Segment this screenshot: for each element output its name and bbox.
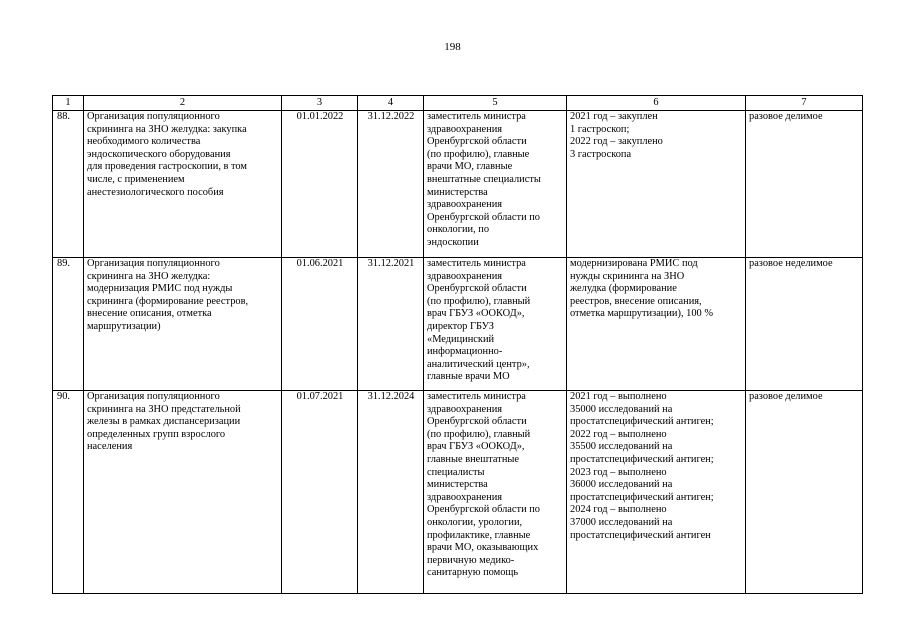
expected-result-line: 36000 исследований на xyxy=(570,479,673,491)
responsible-persons-line: здравоохранения xyxy=(427,123,503,135)
column-header: 4 xyxy=(358,96,424,111)
responsible-persons-line: министерства xyxy=(427,186,488,198)
responsible-persons-line: здравоохранения xyxy=(427,270,503,282)
responsible-persons-line: заместитель министра xyxy=(427,258,526,269)
column-header: 6 xyxy=(567,96,746,111)
expected-result xyxy=(567,111,746,258)
event-description-line: числе, с применением xyxy=(87,173,185,185)
row-number: 88. xyxy=(53,111,84,258)
responsible-persons-line: Оренбургской области по xyxy=(427,211,540,223)
end-date: 31.12.2022 xyxy=(358,111,424,258)
event-description-line: анестезиологического пособия xyxy=(87,186,224,198)
event-type: разовое неделимое xyxy=(746,258,863,391)
event-description xyxy=(84,391,282,594)
responsible-persons-line: (по профилю), главный xyxy=(427,428,531,440)
responsible-persons-line: врач ГБУЗ «ООКОД», xyxy=(427,441,525,453)
expected-result-line: 2022 год – выполнено xyxy=(570,428,667,440)
responsible-persons-line: врачи МО, оказывающих xyxy=(427,542,539,554)
event-description-line: железы в рамках диспансеризации xyxy=(87,416,241,428)
event-description-line: населения xyxy=(87,441,133,453)
responsible-persons-line: (по профилю), главные xyxy=(427,148,530,160)
event-description-line: Организация популяционного xyxy=(87,258,220,269)
responsible-persons-line: заместитель министра xyxy=(427,391,526,402)
responsible-persons-line: врач ГБУЗ «ООКОД», xyxy=(427,308,525,320)
event-description-line: внесение описания, отметка xyxy=(87,308,212,320)
event-description-line: для проведения гастроскопии, в том xyxy=(87,161,248,173)
table-row xyxy=(53,111,863,258)
responsible-persons-line: главные врачи МО xyxy=(427,371,510,383)
expected-result-line: отметка маршрутизации), 100 % xyxy=(570,308,713,320)
event-description-line: определенных групп взрослого xyxy=(87,428,226,440)
responsible-persons-line: директор ГБУЗ xyxy=(427,320,494,332)
expected-result-line: 1 гастроскоп; xyxy=(570,123,630,135)
event-description-line: скрининга (формирование реестров, xyxy=(87,295,249,307)
expected-result-line: 2021 год – закуплен xyxy=(570,111,658,122)
expected-result-line: 35000 исследований на xyxy=(570,403,673,415)
event-description-line: необходимого количества xyxy=(87,136,201,148)
event-description-line: скрининга на ЗНО желудка: закупка xyxy=(87,123,247,135)
column-header: 2 xyxy=(84,96,282,111)
expected-result-line: 2023 год – выполнено xyxy=(570,466,667,478)
event-description xyxy=(84,258,282,391)
expected-result-line: 3 гастроскопа xyxy=(570,148,632,160)
responsible-persons-line: информационно- xyxy=(427,346,503,358)
start-date: 01.01.2022 xyxy=(282,111,358,258)
responsible-persons-line: онкологии, урологии, xyxy=(427,516,523,528)
responsible-persons xyxy=(424,391,567,594)
responsible-persons-line: врачи МО, главные xyxy=(427,161,513,173)
responsible-persons-line: Оренбургской области xyxy=(427,136,527,148)
row-number: 90. xyxy=(53,391,84,594)
event-description-line: модернизация РМИС под нужды xyxy=(87,283,233,295)
responsible-persons-line: здравоохранения xyxy=(427,199,503,211)
expected-result-line: простатспецифический антиген; xyxy=(570,416,714,428)
event-description-line: маршрутизации) xyxy=(87,320,161,332)
responsible-persons-line: внештатные специалисты xyxy=(427,173,541,185)
expected-result-line: 37000 исследований на xyxy=(570,516,673,528)
responsible-persons-line: Оренбургской области xyxy=(427,416,527,428)
responsible-persons-line: (по профилю), главный xyxy=(427,295,531,307)
start-date: 01.06.2021 xyxy=(282,258,358,391)
expected-result-line: желудка (формирование xyxy=(570,283,677,295)
expected-result-line: 2024 год – выполнено xyxy=(570,504,667,516)
table-row xyxy=(53,391,863,594)
responsible-persons-line: санитарную помощь xyxy=(427,567,519,579)
expected-result-line: модернизирована РМИС под xyxy=(570,258,698,269)
expected-result-line: 2022 год – закуплено xyxy=(570,136,663,148)
column-number-row xyxy=(53,96,863,111)
event-description-line: Организация популяционного xyxy=(87,111,220,122)
responsible-persons xyxy=(424,258,567,391)
expected-result xyxy=(567,258,746,391)
responsible-persons-line: специалисты xyxy=(427,466,485,478)
table-row xyxy=(53,258,863,391)
expected-result xyxy=(567,391,746,594)
expected-result-line: нужды скрининга на ЗНО xyxy=(570,270,685,282)
responsible-persons-line: здравоохранения xyxy=(427,403,503,415)
row-number: 89. xyxy=(53,258,84,391)
event-description-line: скрининга на ЗНО предстательной xyxy=(87,403,241,415)
column-header: 3 xyxy=(282,96,358,111)
responsible-persons-line: профилактике, главные xyxy=(427,529,531,541)
expected-result-line: простатспецифический антиген; xyxy=(570,491,714,503)
column-header: 7 xyxy=(746,96,863,111)
expected-result-line: реестров, внесение описания, xyxy=(570,295,702,307)
responsible-persons-line: эндоскопии xyxy=(427,236,479,248)
column-header: 1 xyxy=(53,96,84,111)
responsible-persons-line: главные внештатные xyxy=(427,453,519,465)
responsible-persons-line: Оренбургской области по xyxy=(427,504,540,516)
expected-result-line: простатспецифический антиген xyxy=(570,529,711,541)
responsible-persons-line: здравоохранения xyxy=(427,491,503,503)
event-description-line: Организация популяционного xyxy=(87,391,220,402)
responsible-persons-line: онкологии, по xyxy=(427,224,490,236)
responsible-persons-line: заместитель министра xyxy=(427,111,526,122)
event-description-line: скрининга на ЗНО желудка: xyxy=(87,270,211,282)
page-number: 198 xyxy=(444,41,461,53)
responsible-persons-line: «Медицинский xyxy=(427,333,495,345)
start-date: 01.07.2021 xyxy=(282,391,358,594)
expected-result-line: 35500 исследований на xyxy=(570,441,673,453)
responsible-persons-line: первичную медико- xyxy=(427,554,515,566)
end-date: 31.12.2021 xyxy=(358,258,424,391)
plan-table xyxy=(52,95,863,594)
responsible-persons-line: Оренбургской области xyxy=(427,283,527,295)
event-type: разовое делимое xyxy=(746,391,863,594)
expected-result-line: 2021 год – выполнено xyxy=(570,391,667,402)
event-description-line: эндоскопического оборудования xyxy=(87,148,231,160)
expected-result-line: простатспецифический антиген; xyxy=(570,453,714,465)
event-type: разовое делимое xyxy=(746,111,863,258)
responsible-persons xyxy=(424,111,567,258)
event-description xyxy=(84,111,282,258)
column-header: 5 xyxy=(424,96,567,111)
end-date: 31.12.2024 xyxy=(358,391,424,594)
responsible-persons-line: аналитический центр», xyxy=(427,358,530,370)
responsible-persons-line: министерства xyxy=(427,479,488,491)
